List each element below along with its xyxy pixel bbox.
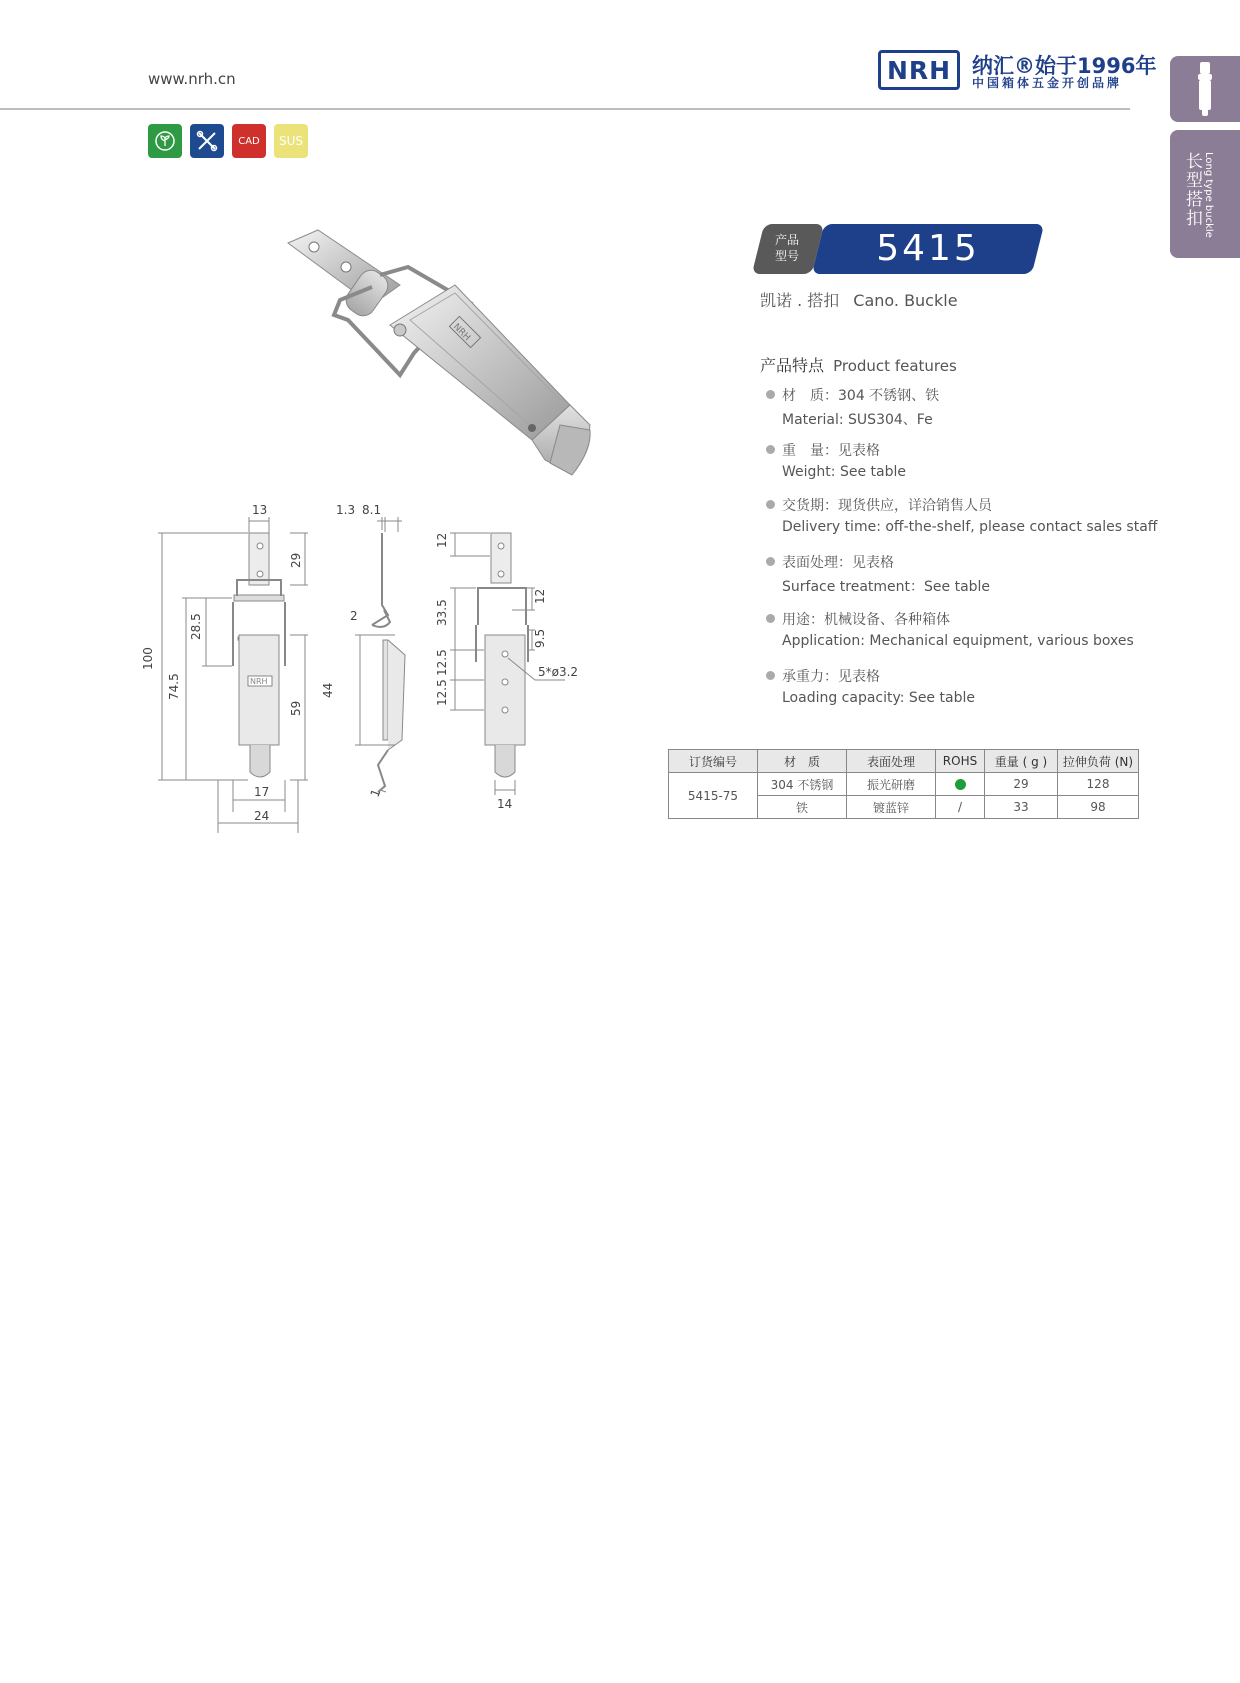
feature-en: Loading capacity: See table	[782, 690, 975, 706]
feature-cn: 用途：机械设备、各种箱体	[782, 612, 950, 628]
dim-24: 24	[254, 809, 270, 823]
dim-100: 100	[141, 647, 155, 670]
feature-cn: 交货期：现货供应，详洽销售人员	[782, 498, 992, 514]
dim-holes: 5*ø3.2	[538, 665, 579, 679]
col-surface: 表面处理	[847, 750, 936, 773]
model-label-line1: 产品	[774, 233, 799, 247]
product-photo	[260, 225, 640, 500]
rohs-cell: /	[936, 796, 985, 819]
weight-cell: 29	[985, 773, 1058, 796]
dim-1-3: 1.3	[336, 503, 356, 517]
feature-cn: 重 量：见表格	[782, 443, 880, 459]
dim-59: 59	[289, 700, 303, 716]
product-name	[760, 288, 958, 311]
dim-12-right: 12	[533, 588, 547, 604]
nrh-logo: NRH	[878, 50, 960, 90]
dim-33-5: 33.5	[435, 599, 449, 626]
svg-text:NRH: NRH	[450, 322, 472, 344]
bullet-icon	[766, 390, 775, 399]
bullet-icon	[766, 500, 775, 509]
col-rohs: ROHS	[936, 750, 985, 773]
rohs-compliant-icon	[955, 779, 966, 790]
dim-9-5: 9.5	[533, 628, 547, 648]
latch-icon	[1198, 62, 1212, 116]
sus-icon	[274, 124, 308, 158]
bullet-icon	[766, 445, 775, 454]
surface-cell: 镀蓝锌	[847, 796, 936, 819]
dim-74-5: 74.5	[167, 673, 181, 700]
feature-cn: 材 质：304 不锈钢、铁	[782, 388, 940, 404]
load-cell: 98	[1058, 796, 1139, 819]
technical-drawing	[140, 490, 600, 835]
cad-label: CAD	[238, 135, 260, 147]
bullet-icon	[766, 614, 775, 623]
material-cell: 铁	[758, 796, 847, 819]
dim-28-5: 28.5	[189, 613, 203, 640]
spec-table	[668, 749, 1139, 819]
feature-en: Surface treatment：See table	[782, 579, 991, 595]
table-header-row	[669, 750, 1139, 773]
dim-44: 44	[321, 682, 335, 698]
feature-en: Application: Mechanical equipment, various boxes	[782, 633, 1134, 649]
rohs-cell	[936, 773, 985, 796]
features-title	[760, 353, 957, 376]
feature-en: Delivery time: off-the-shelf, please contact sales staff	[782, 519, 1158, 535]
load-cell: 128	[1058, 773, 1139, 796]
col-order-no: 订货编号	[669, 750, 758, 773]
feature-cn: 表面处理：见表格	[782, 555, 894, 571]
feature-en: Weight: See table	[782, 464, 906, 480]
dim-1: 1	[367, 787, 384, 800]
sus-label: SUS	[278, 134, 304, 148]
dim-14: 14	[497, 797, 513, 811]
brand-tagline: 中国箱体五金开创品牌	[972, 76, 1123, 90]
bullet-icon	[766, 557, 775, 566]
product-name-cn: 凯诺 . 搭扣	[760, 291, 840, 310]
dim-13: 13	[252, 503, 268, 517]
feature-en: Material: SUS304、Fe	[782, 412, 933, 428]
features-title-en: Product features	[833, 357, 957, 375]
svg-text:NRH: NRH	[250, 677, 268, 686]
surface-cell: 振光研磨	[847, 773, 936, 796]
product-name-en: Cano. Buckle	[853, 291, 958, 310]
dim-17: 17	[254, 785, 270, 799]
dim-29: 29	[289, 552, 303, 568]
dim-12-top: 12	[435, 532, 449, 548]
dim-8-1: 8.1	[362, 503, 382, 517]
dim-12-5-a: 12.5	[435, 649, 449, 676]
dim-2: 2	[350, 609, 358, 623]
category-label-cn: 长型搭扣	[1182, 152, 1202, 228]
model-number: 5415	[876, 228, 980, 269]
bullet-icon	[766, 671, 775, 680]
feature-cn: 承重力：见表格	[782, 669, 880, 685]
brand-name: 纳汇®始于1996年	[972, 54, 1157, 78]
features-title-cn: 产品特点	[760, 356, 825, 375]
table-row	[669, 773, 1139, 796]
order-no-cell: 5415-75	[669, 773, 758, 819]
cad-file-icon	[232, 124, 266, 158]
header-divider	[0, 108, 1130, 110]
col-material: 材 质	[758, 750, 847, 773]
tools-icon	[190, 124, 224, 158]
col-load: 拉伸负荷 (N)	[1058, 750, 1139, 773]
category-label-en: Long type buckle	[1203, 152, 1214, 238]
material-cell: 304 不锈钢	[758, 773, 847, 796]
website-url: www.nrh.cn	[148, 70, 236, 88]
eco-leaf-icon	[148, 124, 182, 158]
model-label-line2: 型号	[774, 249, 799, 263]
weight-cell: 33	[985, 796, 1058, 819]
dim-12-5-b: 12.5	[435, 679, 449, 706]
col-weight: 重量 ( g )	[985, 750, 1058, 773]
model-label	[767, 232, 807, 264]
